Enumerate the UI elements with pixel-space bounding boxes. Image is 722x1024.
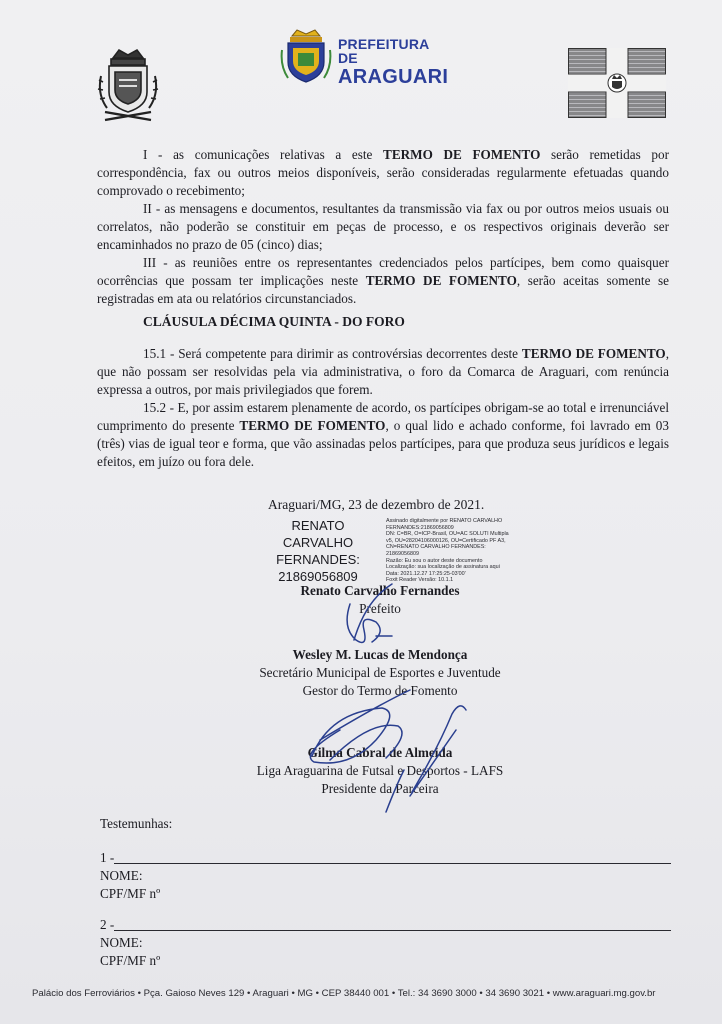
witness-1 bbox=[100, 849, 160, 903]
witness-number: 1 - bbox=[100, 850, 115, 865]
paragraph-i: I - as comunicações relativas a este TERMO DE FOMENTO serão remetidas por correspondência, fax ou outros meios disponíveis, serão consideradas regularmente efetuadas quando comprovado o recebimento; bbox=[97, 147, 669, 198]
signatory-mayor bbox=[240, 582, 520, 618]
foro-clauses bbox=[97, 345, 669, 471]
signatory-role: Prefeito bbox=[359, 601, 401, 616]
contract-title-emphasis: TERMO DE FOMENTO bbox=[383, 147, 541, 162]
paragraph-15-2: 15.2 - E, por assim estarem plenamente de acordo, os partícipes obrigam-se ao total e irrenunciável cumprimento do presente TERMO DE FOMENTO, o qual lido e achado conforme, foi lavrado em 03 (três) vias de igual teor e forma, que vão assinadas pelos partícipes, para que produza seus jurídicos e legais efeitos, em juízo ou fora dele. bbox=[97, 400, 669, 469]
signatory-name: Gilma Cabral de Almeida bbox=[307, 745, 453, 760]
digital-signature-details bbox=[386, 518, 534, 584]
digital-signature-name-line: FERNANDES: bbox=[276, 552, 360, 567]
prefeitura-logo bbox=[280, 28, 450, 88]
signature-detail-line: FERNANDES:21869056809 bbox=[386, 524, 454, 531]
signatory-partner bbox=[240, 744, 520, 798]
paragraph-15-1: 15.1 - Será competente para dirimir as controvérsias decorrentes deste TERMO DE FOMENTO, que não possam ser resolvidas pela via administrativa, o foro da Comarca de Araguari, com renúncia expressa a outros, por mais privilegiados que forem. bbox=[97, 346, 669, 397]
signatory-name: Wesley M. Lucas de Mendonça bbox=[292, 647, 468, 662]
logo-title-line1: PREFEITURA DE bbox=[338, 36, 429, 66]
witness-1-signature-line bbox=[114, 863, 671, 864]
witness-number: 2 - bbox=[100, 917, 115, 932]
communications-clauses bbox=[97, 146, 669, 308]
signature-detail-line: Localização: sua localização de assinatura aqui bbox=[386, 564, 500, 571]
page-footer: Palácio dos Ferroviários • Pça. Gaioso Neves 129 • Araguari • MG • CEP 38440 001 • Tel.: 34 3690 3000 • 34 3690 3021 • www.araguari.mg.gov.br bbox=[32, 988, 656, 999]
digital-signature-name-line: CARVALHO bbox=[282, 535, 354, 550]
digital-signature-name-line: RENATO bbox=[291, 518, 345, 533]
witness-id-label: CPF/MF nº bbox=[100, 953, 161, 968]
signature-detail-line: Data: 2021.12.27 17:25:25-03'00' bbox=[386, 570, 466, 577]
paragraph-ii: II - as mensagens e documentos, resultantes da transmissão via fax ou por outros meios usuais ou correlatos, não poderão se constituir em peças de processo, e os respectivos originais deverão ser encaminhados no prazo de 05 (cinco) dias; bbox=[97, 201, 669, 252]
contract-title-emphasis: TERMO DE FOMENTO bbox=[365, 273, 517, 288]
municipal-flag-icon bbox=[568, 48, 666, 118]
clause-heading: CLÁUSULA DÉCIMA QUINTA - DO FORO bbox=[143, 314, 405, 329]
witness-2 bbox=[100, 916, 160, 970]
logo-title-line2: ARAGUARI bbox=[338, 66, 449, 88]
witnesses-label: Testemunhas: bbox=[100, 816, 173, 831]
digital-signature-name bbox=[268, 517, 368, 585]
signatory-role: Secretário Municipal de Esportes e Juventude bbox=[259, 665, 501, 680]
contract-title-emphasis: TERMO DE FOMENTO bbox=[239, 418, 386, 433]
paragraph-iii: III - as reuniões entre os representantes credenciados pelos partícipes, bem como quaisquer ocorrências que possam ter implicações neste TERMO DE FOMENTO, serão aceitas somente se registradas em ata ou relatórios circunstanciados. bbox=[97, 255, 669, 306]
witness-name-label: NOME: bbox=[100, 935, 143, 950]
signatory-secretary bbox=[240, 646, 520, 700]
place-date-line: Araguari/MG, 23 de dezembro de 2021. bbox=[268, 497, 485, 512]
signatory-role: Liga Araguarina de Futsal e Desportos - LAFS bbox=[256, 763, 504, 778]
signature-detail-line: v5, OU=28204106000126, OU=Certificado PF A3, bbox=[386, 537, 506, 544]
signature-detail-line: 21869056809 bbox=[386, 550, 419, 557]
witness-name-label: NOME: bbox=[100, 868, 143, 883]
witness-2-signature-line bbox=[114, 930, 671, 931]
signature-detail-line: Foxit Reader Versão: 10.1.1 bbox=[386, 577, 454, 584]
signature-detail-line: DN: C=BR, O=ICP-Brasil, OU=AC SOLUTI Multipla bbox=[386, 531, 509, 538]
witness-id-label: CPF/MF nº bbox=[100, 886, 161, 901]
city-shield-icon bbox=[280, 28, 332, 84]
municipal-crest-icon bbox=[95, 46, 161, 124]
signatory-role: Gestor do Termo de Fomento bbox=[302, 683, 458, 698]
signature-detail-line: CN=RENATO CARVALHO FERNANDES: bbox=[386, 544, 486, 551]
signatory-name: Renato Carvalho Fernandes bbox=[300, 583, 460, 598]
signatory-role: Presidente da Parceira bbox=[321, 781, 439, 796]
contract-title-emphasis: TERMO DE FOMENTO bbox=[521, 346, 666, 361]
signature-detail-line: Razão: Eu sou o autor deste documento bbox=[386, 557, 483, 564]
signature-detail-line: Assinado digitalmente por RENATO CARVALHO bbox=[386, 518, 503, 524]
digital-signature-name-line: 21869056809 bbox=[278, 569, 358, 584]
